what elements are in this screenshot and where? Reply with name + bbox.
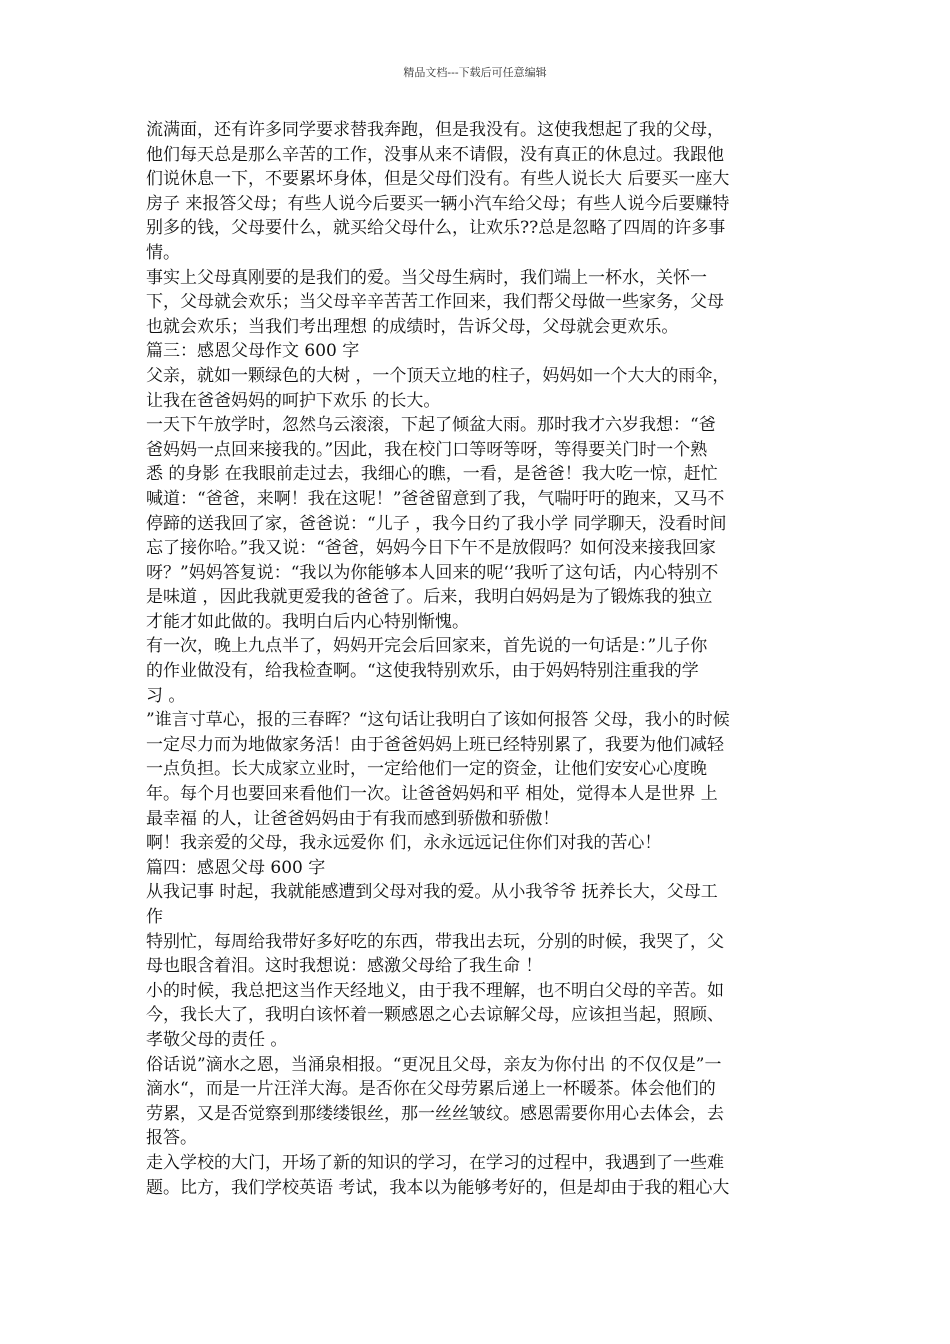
text-line: 习 。 [146, 685, 186, 706]
text-line: 作 [146, 907, 163, 927]
text-line: 走入学校的大门，开场了新的知识的学习，在学习的过程中，我遇到了一些难 [146, 1152, 724, 1173]
text-line: 喊道：“爸爸，来啊！我在这呢！”爸爸留意到了我，气喘吁吁的跑来，又马不 [146, 488, 725, 509]
text-line: 最幸福 的人，让爸爸妈妈由于有我而感到骄傲和骄傲！ [146, 808, 560, 829]
text-line: 一天下午放学时，忽然乌云滚滚，下起了倾盆大雨。那时我才六岁我想：“爸 [146, 415, 716, 436]
text-line: 一定尽力而为地做家务活！由于爸爸妈妈上班已经特别累了，我要为他们减轻 [146, 734, 724, 755]
text-line: 报答。 [146, 1128, 197, 1149]
text-line: 小的时候，我总把这当作天经地义，由于我不理解，也不明白父母的辛苦。如 [146, 980, 724, 1001]
text-line: 俗话说”滴水之恩，当涌泉相报。“更况且父母，亲友为你付出 的不仅仅是”一 [146, 1054, 722, 1075]
text-line: 是味道 ，因此我就更爱我的爸爸了。后来，我明白妈妈是为了锻炼我的独立 [146, 587, 713, 608]
text-line: 让我在爸爸妈妈的呵护下欢乐 的长大。 [146, 390, 441, 411]
text-line: 流满面，还有许多同学要求替我奔跑，但是我没有。这使我想起了我的父母， [146, 120, 724, 140]
text-line: 爸妈妈一点回来接我的。”因此，我在校门口等呀等呀，等得要关门时一个熟 [146, 439, 708, 460]
text-line: 篇三：感恩父母作文 600 字 [146, 341, 360, 362]
text-line: ”谁言寸草心，报的三春晖？“这句话让我明白了该如何报答 父母，我小的时候 [146, 710, 730, 731]
text-line: 也就会欢乐；当我们考出理想 的成绩时，告诉父母，父母就会更欢乐。 [146, 316, 679, 337]
text-line: 母也眼含着泪。这时我想说：感激父母给了我生命 ！ [146, 956, 543, 977]
text-line: 房子 来报答父母；有些人说今后要买一辆小汽车给父母；有些人说今后要赚特 [146, 193, 730, 214]
text-line: 滴水“，而是一片汪洋大海。是否你在父母劳累后递上一杯暖茶。体会他们的 [146, 1079, 716, 1100]
text-line: 别多的钱，父母要什么，就买给父母什么，让欢乐??总是忽略了四周的许多事 [146, 218, 726, 239]
text-line: 才能才如此做的。我明白后内心特别惭愧。 [146, 611, 469, 632]
text-line: 劳累，又是否觉察到那缕缕银丝，那一丝丝皱纹。感恩需要你用心去体会，去 [146, 1103, 724, 1124]
text-line: 今，我长大了，我明白该怀着一颗感恩之心去谅解父母，应该担当起，照顾、 [146, 1005, 724, 1026]
text-line: 忘了接你哈。”我又说：“爸爸，妈妈今日下午不是放假吗？如何没来接我回家 [146, 538, 716, 559]
text-line: 啊！我亲爱的父母，我永远爱你 们，永永远远记住你们对我的苦心！ [146, 833, 662, 854]
text-line: 一点负担。长大成家立业时，一定给他们一定的资金，让他们安安心心度晚 [146, 759, 707, 780]
text-line: 呀？”妈妈答复说：“我以为你能够本人回来的呢‘’我听了这句话，内心特别不 [146, 562, 719, 583]
text-line: 悉 的身影 在我眼前走过去，我细心的瞧，一看，是爸爸！我大吃一惊，赶忙 [146, 464, 718, 485]
text-line: 篇四：感恩父母 600 字 [146, 857, 326, 878]
text-line: 的作业做没有，给我检查啊。“这使我特别欢乐，由于妈妈特别注重我的学 [146, 661, 699, 682]
text-line: 情。 [146, 242, 180, 263]
text-line: 从我记事 时起，我就能感遭到父母对我的爱。从小我爷爷 抚养长大，父母工 [146, 882, 718, 903]
text-line: 年。每个月也要回来看他们一次。让爸爸妈妈和平 相处，觉得本人是世界 上 [146, 784, 718, 805]
text-line: 题。比方，我们学校英语 考试，我本以为能够考好的，但是却由于我的粗心大 [146, 1177, 730, 1198]
page-header: 精品文档---下载后可任意编辑 [403, 66, 547, 79]
text-line: 他们每天总是那么辛苦的工作，没事从来不请假，没有真正的休息过。我跟他 [146, 144, 724, 165]
text-line: 孝敬父母的责任 。 [146, 1029, 288, 1050]
text-line: 们说休息一下，不要累坏身体，但是父母们没有。有些人说长大 后要买一座大 [146, 169, 730, 190]
text-line: 停蹄的送我回了家，爸爸说：“儿子 ，我今日约了我小学 同学聊天，没看时间 [146, 513, 727, 534]
text-line: 有一次，晚上九点半了，妈妈开完会后回家来，首先说的一句话是：”儿子你 [146, 636, 708, 657]
text-line: 特别忙，每周给我带好多好吃的东西，带我出去玩，分别的时候，我哭了，父 [146, 931, 724, 952]
text-line: 事实上父母真刚要的是我们的爱。当父母生病时，我们端上一杯水，关怀一 [146, 267, 707, 288]
text-line: 下，父母就会欢乐；当父母辛辛苦苦工作回来，我们帮父母做一些家务，父母 [146, 292, 724, 313]
document-body [146, 118, 806, 1200]
text-line: 父亲，就如一颗绿色的大树 ，一个顶天立地的柱子，妈妈如一个大大的雨伞， [146, 365, 730, 386]
